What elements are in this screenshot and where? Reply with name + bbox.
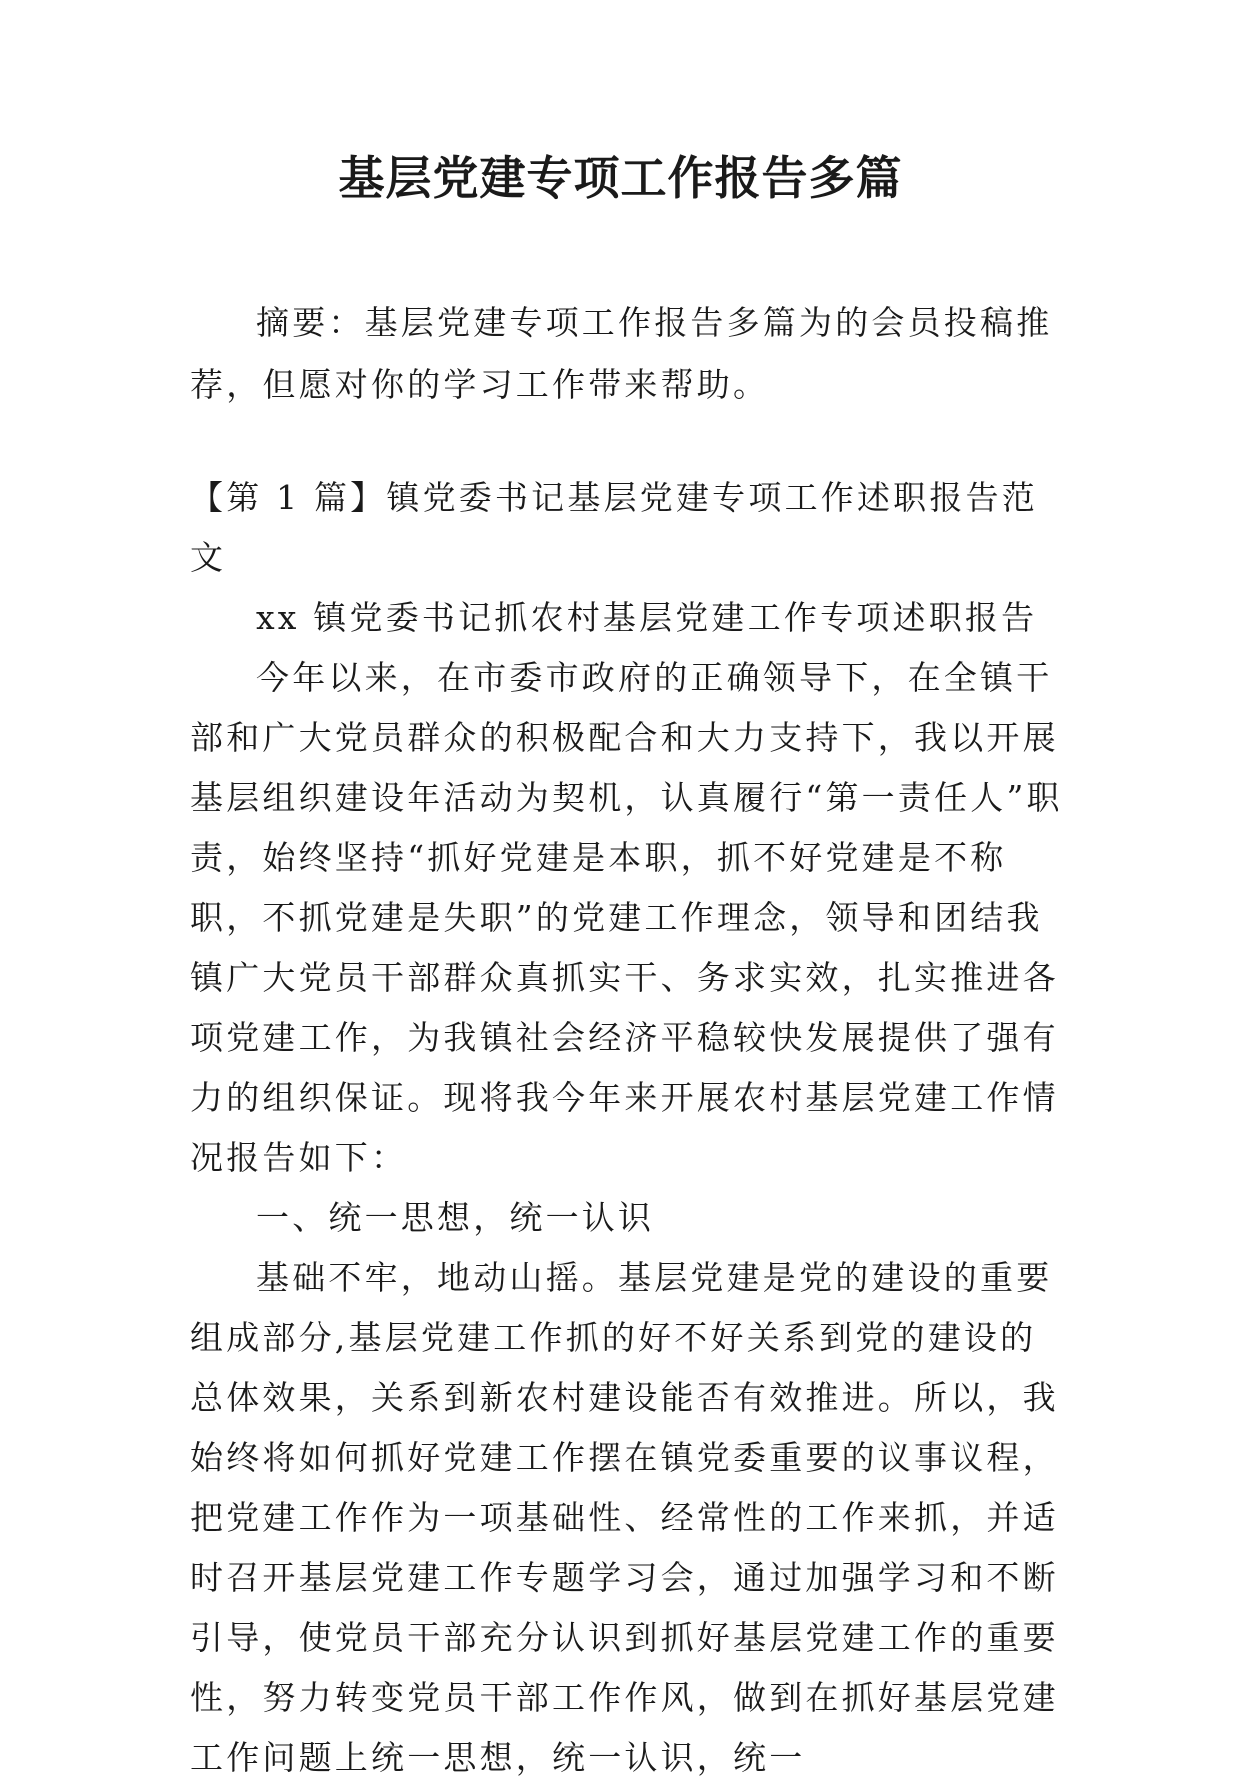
body-paragraph-1: 今年以来，在市委市政府的正确领导下，在全镇干部和广大党员群众的积极配合和大力支持下，我以开展基层组织建设年活动为契机，认真履行“第一责任人”职责，始终坚持“抓好党建是本职，抓不好党建是不称职，不抓党建是失职”的党建工作理念，领导和团结我镇广大党员干部群众真抓实干、务求实效，扎实推进各项党建工作，为我镇社会经济平稳较快发展提供了强有力的组织保证。现将我今年来开展农村基层党建工作情况报告如下：	[190, 658, 1063, 1177]
section-heading: 【第 1 篇】镇党委书记基层党建专项工作述职报告范文	[190, 478, 1038, 577]
body-paragraph-2: 基础不牢，地动山摇。基层党建是党的建设的重要组成部分,基层党建工作抓的好不好关系到党的建设的总体效果，关系到新农村建设能否有效推进。所以，我始终将如何抓好党建工作摆在镇党委重要的议事议程，把党建工作作为一项基础性、经常性的工作来抓，并适时召开基层党建工作专题学习会，通过加强学习和不断引导，使党员干部充分认识到抓好基层党建工作的重要性，努力转变党员干部工作作风，做到在抓好基层党建工作问题上统一思想，统一认识，统一	[190, 1258, 1059, 1777]
report-subtitle: xx 镇党委书记抓农村基层党建工作专项述职报告	[256, 598, 1038, 637]
document-body	[190, 468, 1070, 1788]
document-title: 基层党建专项工作报告多篇	[338, 151, 903, 205]
heading-unify-thinking: 一、统一思想，统一认识	[256, 1198, 655, 1237]
abstract-paragraph: 摘要：基层党建专项工作报告多篇为的会员投稿推荐，但愿对你的学习工作带来帮助。	[190, 303, 1053, 404]
